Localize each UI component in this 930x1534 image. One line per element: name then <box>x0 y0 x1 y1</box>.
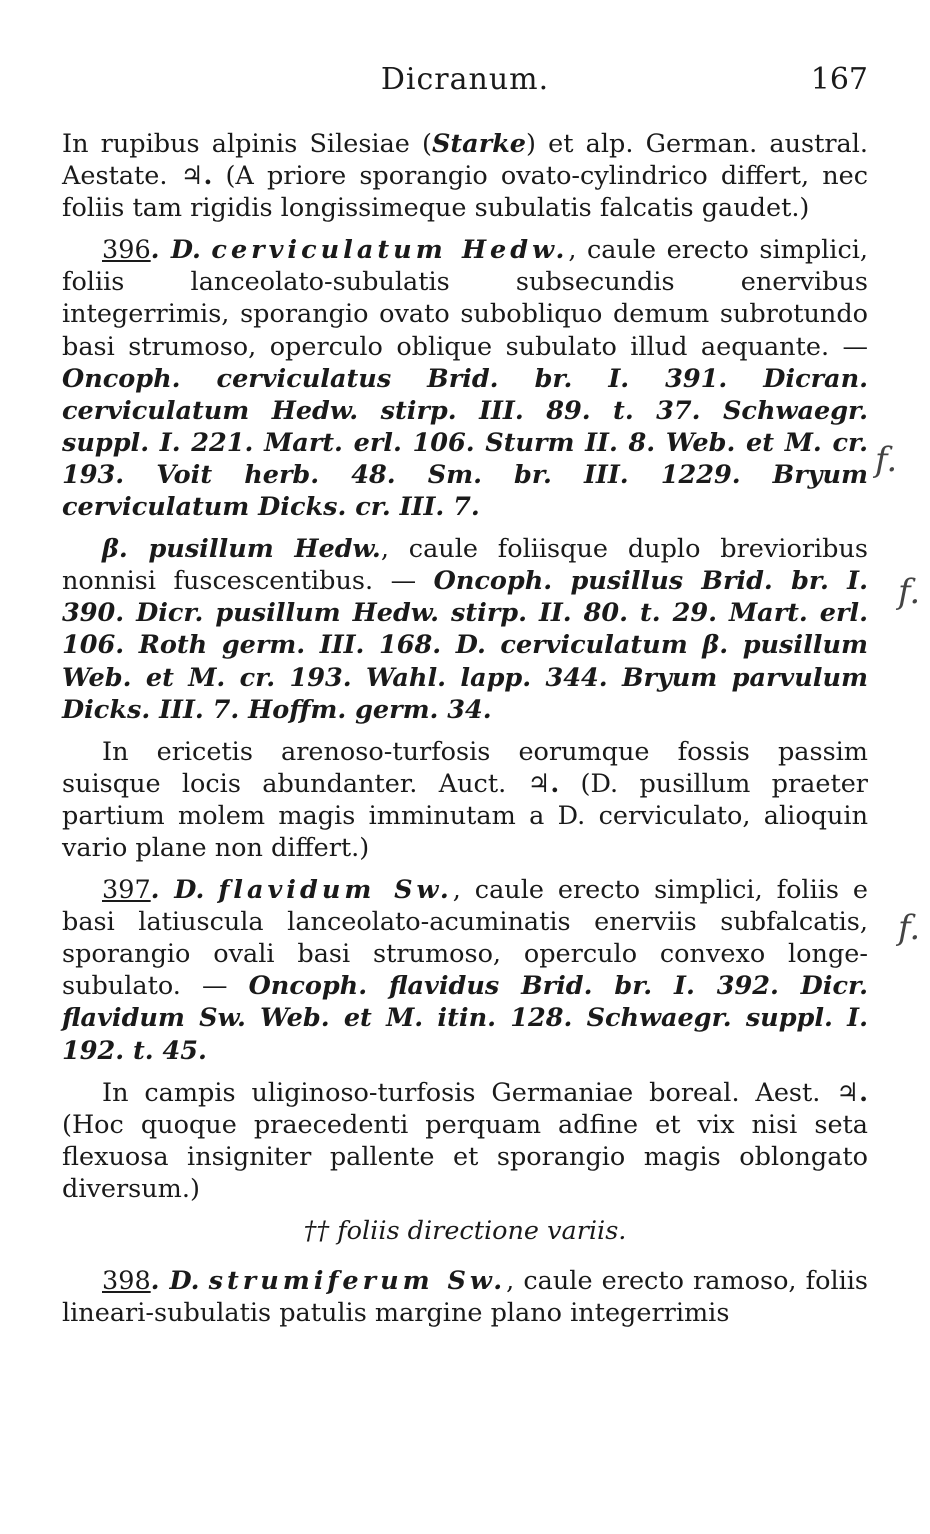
species-name: cerviculatum Hedw. <box>211 235 569 266</box>
author-name: Starke <box>431 129 527 159</box>
perennial-symbol: ♃. <box>527 768 560 799</box>
running-title: Dicranum. <box>380 62 550 97</box>
species-name: strumiferum Sw. <box>208 1266 507 1297</box>
perennial-symbol: ♃. <box>180 161 213 192</box>
text: ) et alp. German. austral. Aestate. <box>62 129 868 192</box>
diagnosis: , caule erecto ramoso, foliis lineari-subulatis patulis margine plano integerrimis <box>62 1266 868 1329</box>
genus-abbrev: . D. <box>150 1266 200 1297</box>
perennial-symbol: ♃. <box>836 1077 868 1108</box>
text: In ericetis arenoso-turfosis eorumque fossis passim suisque locis abundanter. Auct. <box>62 736 868 799</box>
entry-396 <box>62 234 868 523</box>
genus-abbrev: . D. <box>150 235 201 266</box>
entry-398 <box>62 1265 868 1329</box>
section-heading <box>62 1215 868 1247</box>
synonyms: Oncoph. flavidus Brid. br. I. 392. Dicr. flavidum Sw. Web. et M. itin. 128. Schwaegr. suppl. I. 192. t. 45. <box>62 971 868 1066</box>
text: In rupibus alpinis Silesiae ( <box>62 129 432 159</box>
species-name: flavidum Sw. <box>218 875 453 906</box>
section-marker: †† <box>303 1216 330 1246</box>
entry-number: 397 <box>102 875 151 906</box>
diagnosis: , caule erecto simplici, foliis e basi latiuscula lanceolato-acuminatis enerviis subfalcatis, sporangio ovali basi strumoso, operculo convexo longe-subulato. — <box>62 875 869 1002</box>
margin-annotation: f. <box>875 440 898 480</box>
genus-abbrev: . D. <box>150 875 205 906</box>
page-header <box>62 62 868 106</box>
entry-397 <box>62 874 868 1067</box>
margin-annotation: f. <box>898 908 921 948</box>
page-number: 167 <box>810 62 868 97</box>
margin-annotation: f. <box>898 572 921 612</box>
text: In campis uliginoso-turfosis Germaniae boreal. Aest. <box>102 1077 837 1108</box>
paragraph-habitat-396 <box>62 736 868 864</box>
text: (D. pusillum praeter partium molem magis imminutam a D. cerviculato, alioquin vario plane non differt.) <box>62 768 868 863</box>
variety-name: pusillum Hedw. <box>127 534 381 565</box>
paragraph-habitat-previous <box>62 128 868 224</box>
text: (A priore sporangio ovato-cylindrico differt, nec foliis tam rigidis longissimeque subulatis falcatis gaudet.) <box>62 161 869 224</box>
variety-label: β. <box>102 534 128 565</box>
diagnosis: , caule foliisque duplo brevioribus nonnisi fuscescentibus. — <box>62 534 868 597</box>
diagnosis: , caule erecto simplici, foliis lanceolato-subulatis subsecundis enervibus integerrimis, sporangio ovato subobliquo demum subrotundo basi strumoso, operculo oblique subulato illud aequante. — <box>62 235 868 362</box>
entry-number: 396 <box>102 235 151 266</box>
text: (Hoc quoque praecedenti perquam adfine et vix nisi seta flexuosa insigniter pallente et sporangio magis oblongato diversum.) <box>62 1109 868 1204</box>
synonyms: Oncoph. cerviculatus Brid. br. I. 391. Dicran. cerviculatum Hedw. stirp. III. 89. t. 37. Schwaegr. suppl. I. 221. Mart. erl. 106. Sturm II. 8. Web. et M. cr. 193. Voit herb. 48. Sm. br. III. 1229. Bryum cerviculatum Dicks. cr. III. 7. <box>62 363 868 523</box>
paragraph-habitat-397 <box>62 1077 868 1205</box>
synonyms: Oncoph. pusillus Brid. br. I. 390. Dicr. pusillum Hedw. stirp. II. 80. t. 29. Mart. erl. 106. Roth germ. III. 168. D. cerviculatum β. pusillum Web. et M. cr. 193. Wahl. lapp. 344. Bryum parvulum Dicks. III. 7. Hoffm. germ. 34. <box>62 566 868 725</box>
section-title: foliis directione variis. <box>329 1216 627 1246</box>
entry-number: 398 <box>102 1266 151 1297</box>
variety-beta <box>62 533 868 726</box>
body-text <box>62 128 868 1329</box>
